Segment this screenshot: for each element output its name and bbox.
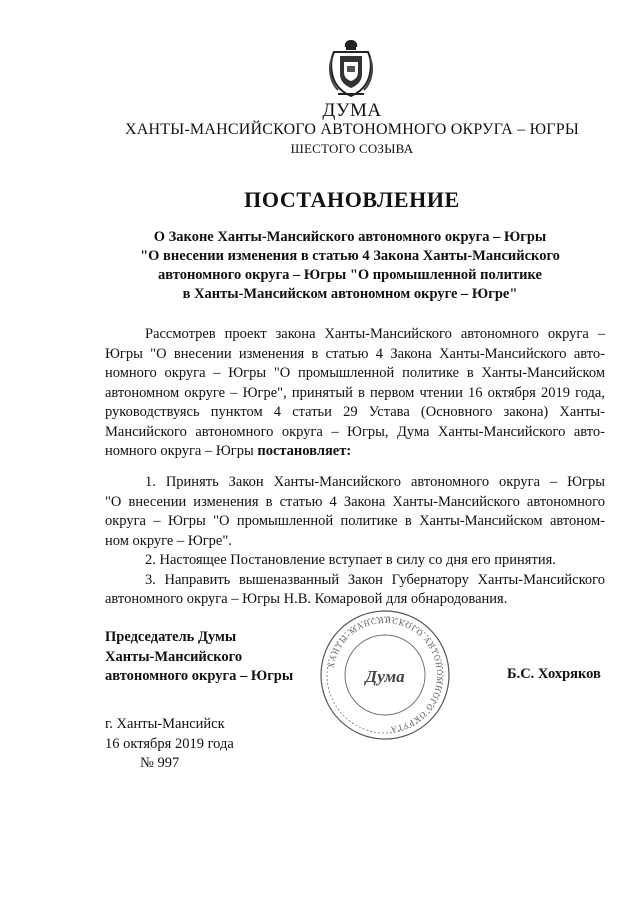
preamble-line-text: номного округа – Югры bbox=[105, 443, 258, 459]
item-1-line: ном округе – Югре". bbox=[105, 532, 232, 549]
item-1-line: округа – Югры "О промышленной политике в Ханты-Мансийском автоном- bbox=[105, 513, 605, 529]
preamble-line: Мансийского автономного округа – Югры, Дума Ханты-Мансийского авто- bbox=[105, 423, 605, 440]
preamble-paragraph bbox=[105, 325, 605, 462]
item-1-line: "О внесении изменения в статью 4 Закона Ханты-Мансийского автономного bbox=[105, 493, 605, 510]
subject-line: "О внесении изменения в статью 4 Закона Ханты-Мансийского bbox=[140, 248, 560, 264]
item-3-line: 3. Направить вышеназванный Закон Губернатору Ханты-Мансийского bbox=[145, 571, 605, 588]
convocation: ШЕСТОГО СОЗЫВА bbox=[290, 141, 414, 156]
item-1-line: 1. Принять Закон Ханты-Мансийского автономного округа – Югры bbox=[145, 474, 605, 490]
document-subject bbox=[100, 228, 600, 304]
signer-position-line: Председатель Думы bbox=[105, 629, 237, 645]
subject-line: О Законе Ханты-Мансийского автономного округа – Югры bbox=[153, 229, 547, 245]
city: г. Ханты-Мансийск bbox=[105, 716, 225, 732]
date: 16 октября 2019 года bbox=[105, 735, 234, 752]
resolution-items bbox=[105, 473, 605, 610]
organization-name: ДУМА bbox=[322, 100, 382, 121]
preamble-line: автономном округе – Югре", принятый в первом чтении 16 октября 2019 года, bbox=[105, 384, 605, 401]
signer-position-line: автономного округа – Югры bbox=[105, 668, 294, 684]
item-2: 2. Настоящее Постановление вступает в силу со дня его принятия. bbox=[145, 552, 556, 568]
stamp-ring-text: ХАНТЫ-МАНСИЙСКОГО АВТОНОМНОГО ОКРУГА bbox=[326, 615, 445, 734]
document-footer bbox=[105, 715, 234, 774]
subject-line: в Ханты-Мансийском автономном округе – Югре" bbox=[182, 286, 518, 302]
subject-line: автономного округа – Югры "О промышленной политике bbox=[158, 267, 542, 283]
document-title: ПОСТАНОВЛЕНИЕ bbox=[244, 187, 460, 212]
resolves-word: постановляет: bbox=[257, 443, 352, 459]
preamble-line: руководствуясь пунктом 4 статьи 29 Устава (Основного закона) Ханты- bbox=[105, 404, 605, 420]
region-name: ХАНТЫ-МАНСИЙСКОГО АВТОНОМНОГО ОКРУГА – ЮГРЫ bbox=[125, 121, 579, 138]
signer-name: Б.С. Хохряков bbox=[507, 666, 601, 682]
stamp-center-text: Дума bbox=[365, 667, 405, 686]
signature-block bbox=[105, 628, 293, 687]
official-stamp bbox=[316, 606, 454, 744]
preamble-last-line bbox=[105, 442, 605, 462]
preamble-line: Югры "О внесении изменения в статью 4 Закона Ханты-Мансийского авто- bbox=[105, 345, 605, 362]
document-number: № 997 bbox=[140, 755, 180, 771]
preamble-line: номного округа – Югры "О промышленной политике в Ханты-Мансийском bbox=[105, 365, 605, 381]
item-3-line: автономного округа – Югры Н.В. Комаровой для обнародования. bbox=[105, 591, 508, 607]
coat-of-arms-emblem bbox=[328, 38, 374, 100]
preamble-line: Рассмотрев проект закона Ханты-Мансийского автономного округа – bbox=[145, 326, 605, 342]
signer-position-line: Ханты-Мансийского bbox=[105, 648, 243, 665]
